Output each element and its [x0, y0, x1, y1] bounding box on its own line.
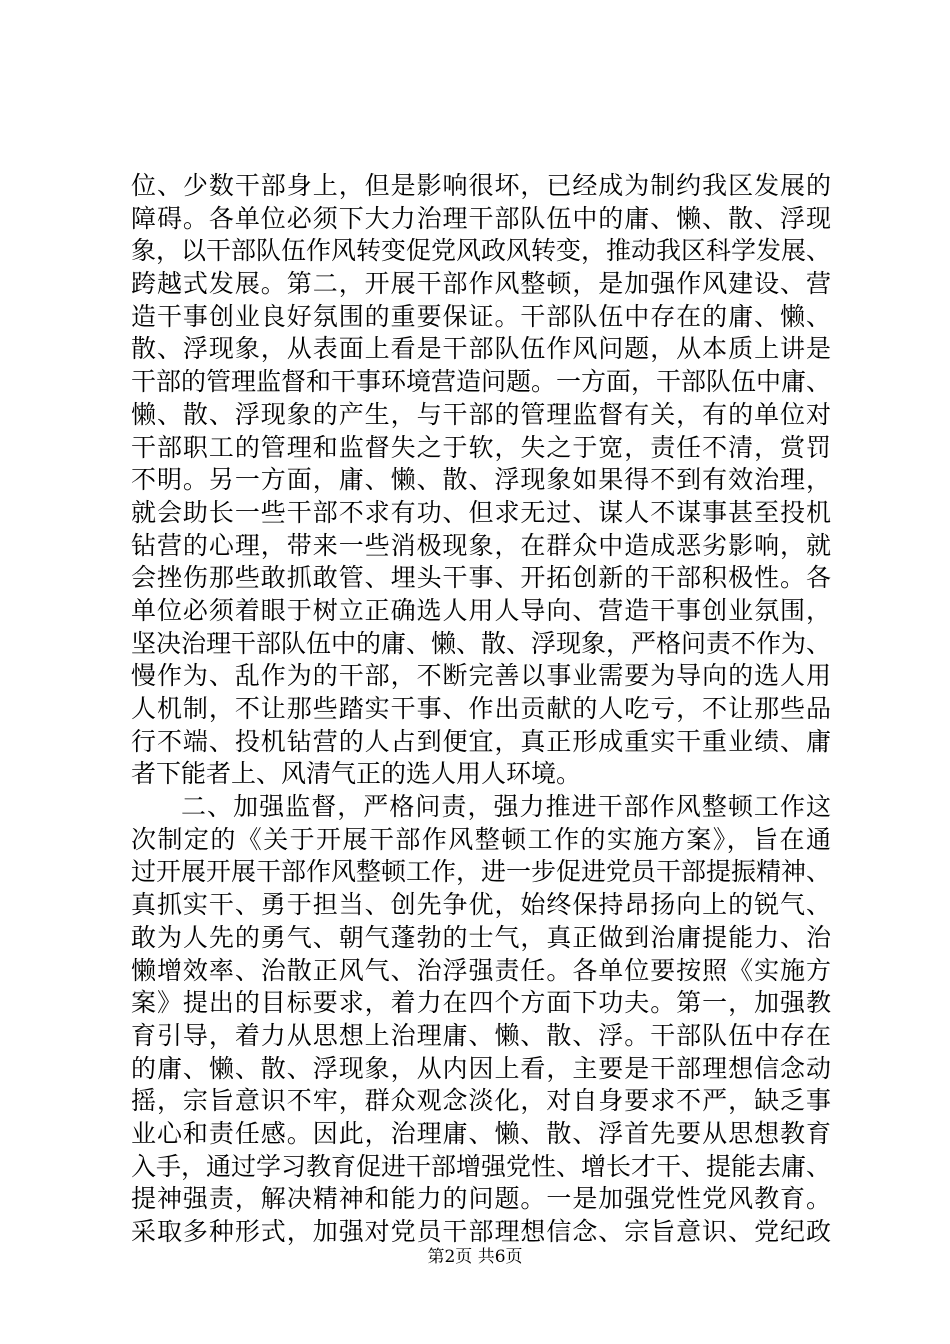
text-line: 跨越式发展。第二，开展干部作风整顿，是加强作风建设、营: [131, 269, 831, 299]
text-line: 障碍。各单位必须下大力治理干部队伍中的庸、懒、散、浮现: [131, 203, 831, 233]
text-line: 干部的管理监督和干事环境营造问题。一方面，干部队伍中庸、: [131, 367, 831, 397]
text-line: 慢作为、乱作为的干部，不断完善以事业需要为导向的选人用: [131, 661, 831, 691]
text-line: 行不端、投机钻营的人占到便宜，真正形成重实干重业绩、庸: [131, 726, 831, 756]
text-line: 案》提出的目标要求，着力在四个方面下功夫。第一，加强教: [131, 988, 831, 1018]
page-number-footer: 第2页 共6页: [427, 1247, 523, 1267]
text-line: 造干事创业良好氛围的重要保证。干部队伍中存在的庸、懒、: [131, 301, 831, 331]
text-line: 人机制，不让那些踏实干事、作出贡献的人吃亏，不让那些品: [131, 694, 831, 723]
text-line: 不明。另一方面，庸、懒、散、浮现象如果得不到有效治理，: [131, 465, 831, 495]
text-line: 的庸、懒、散、浮现象，从内因上看，主要是干部理想信念动: [131, 1053, 831, 1083]
text-line: 干部职工的管理和监督失之于软，失之于宽，责任不清，赏罚: [131, 432, 831, 462]
text-line: 采取多种形式，加强对党员干部理想信念、宗旨意识、党纪政: [131, 1217, 831, 1246]
text-line: 懒、散、浮现象的产生，与干部的管理监督有关，有的单位对: [131, 399, 831, 429]
text-line: 会挫伤那些敢抓敢管、埋头干事、开拓创新的干部积极性。各: [131, 563, 831, 593]
text-line: 摇，宗旨意识不牢，群众观念淡化，对自身要求不严，缺乏事: [131, 1086, 831, 1116]
text-line: 真抓实干、勇于担当、创先争优，始终保持昂扬向上的锐气、: [131, 890, 831, 920]
text-line: 坚决治理干部队伍中的庸、懒、散、浮现象，严格问责不作为、: [131, 628, 831, 658]
text-line: 提神强责，解决精神和能力的问题。一是加强党性党风教育。: [131, 1184, 831, 1214]
paragraph-end-line: 者下能者上、风清气正的选人用人环境。: [131, 759, 582, 789]
text-line: 单位必须着眼于树立正确选人用人导向、营造干事创业氛围，: [131, 595, 831, 625]
body-text: [131, 170, 831, 1249]
text-line: 次制定的《关于开展干部作风整顿工作的实施方案》，旨在通: [131, 824, 831, 854]
text-line: 过开展开展干部作风整顿工作，进一步促进党员干部提振精神、: [131, 857, 831, 887]
text-line: 位、少数干部身上，但是影响很坏，已经成为制约我区发展的: [131, 171, 831, 200]
text-line: 敢为人先的勇气、朝气蓬勃的士气，真正做到治庸提能力、治: [131, 922, 831, 952]
text-line: 业心和责任感。因此，治理庸、懒、散、浮首先要从思想教育: [131, 1118, 831, 1148]
text-line: 育引导，着力从思想上治理庸、懒、散、浮。干部队伍中存在: [131, 1020, 831, 1050]
text-line: 懒增效率、治散正风气、治浮强责任。各单位要按照《实施方: [131, 955, 831, 985]
text-line: 象，以干部队伍作风转变促党风政风转变，推动我区科学发展、: [131, 236, 831, 266]
text-line: 散、浮现象，从表面上看是干部队伍作风问题，从本质上讲是: [131, 334, 831, 364]
text-line: 入手，通过学习教育促进干部增强党性、增长才干、提能去庸、: [131, 1151, 831, 1181]
section-heading-line: 二、加强监督，严格问责，强力推进干部作风整顿工作这: [181, 792, 831, 822]
text-line: 钻营的心理，带来一些消极现象，在群众中造成恶劣影响，就: [131, 530, 831, 560]
text-line: 就会助长一些干部不求有功、但求无过、谋人不谋事甚至投机: [131, 497, 831, 527]
